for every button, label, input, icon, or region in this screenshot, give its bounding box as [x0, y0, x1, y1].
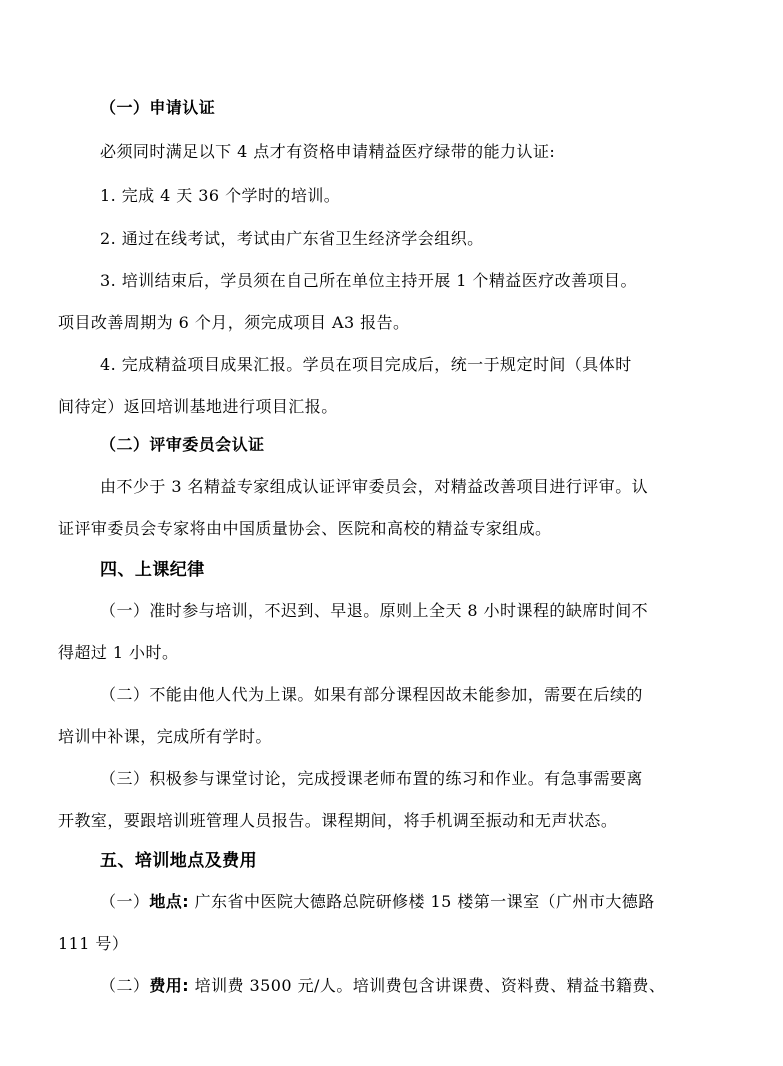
- fee-label: 费用:: [149, 976, 190, 995]
- heading-committee-certification: （二）评审委员会认证: [100, 435, 265, 454]
- paragraph-continuation: 证评审委员会专家将由中国质量协会、医院和高校的精益专家组成。: [58, 519, 552, 538]
- list-item-continuation: 培训中补课，完成所有学时。: [58, 727, 272, 746]
- list-item-continuation: 间待定）返回培训基地进行项目汇报。: [58, 397, 338, 416]
- location-text: 广东省中医院大德路总院研修楼 15 楼第一课室（广州市大德路: [189, 892, 655, 911]
- list-item-continuation: 开教室，要跟培训班管理人员报告。课程期间，将手机调至振动和无声状态。: [58, 811, 618, 830]
- list-item-fee: [100, 975, 728, 997]
- list-item-location: [100, 891, 728, 913]
- list-item: 2. 通过在线考试，考试由广东省卫生经济学会组织。: [100, 229, 484, 248]
- heading-location-and-fees: 五、培训地点及费用: [100, 851, 258, 871]
- list-item: （一）准时参与培训，不迟到、早退。原则上全天 8 小时课程的缺席时间不: [100, 601, 649, 620]
- list-item-continuation: 111 号）: [58, 934, 129, 953]
- list-item: 3. 培训结束后，学员须在自己所在单位主持开展 1 个精益医疗改善项目。: [100, 271, 637, 290]
- list-item-continuation: 得超过 1 小时。: [58, 643, 179, 662]
- item-prefix: （二）: [100, 976, 150, 995]
- paragraph: 由不少于 3 名精益专家组成认证评审委员会，对精益改善项目进行评审。认: [100, 477, 649, 496]
- list-item-continuation: 项目改善周期为 6 个月，须完成项目 A3 报告。: [58, 313, 410, 332]
- fee-text: 培训费 3500 元/人。培训费包含讲课费、资料费、精益书籍费、: [189, 976, 666, 995]
- location-label: 地点:: [149, 892, 190, 911]
- list-item: 1. 完成 4 天 36 个学时的培训。: [100, 186, 341, 205]
- heading-apply-certification: （一）申请认证: [100, 98, 216, 117]
- item-prefix: （一）: [100, 892, 150, 911]
- heading-class-discipline: 四、上课纪律: [100, 560, 205, 580]
- list-item: 4. 完成精益项目成果汇报。学员在项目完成后，统一于规定时间（具体时: [100, 355, 632, 374]
- list-item: （三）积极参与课堂讨论，完成授课老师布置的练习和作业。有急事需要离: [100, 769, 643, 788]
- paragraph: 必须同时满足以下 4 点才有资格申请精益医疗绿带的能力认证:: [100, 142, 556, 161]
- list-item: （二）不能由他人代为上课。如果有部分课程因故未能参加，需要在后续的: [100, 685, 643, 704]
